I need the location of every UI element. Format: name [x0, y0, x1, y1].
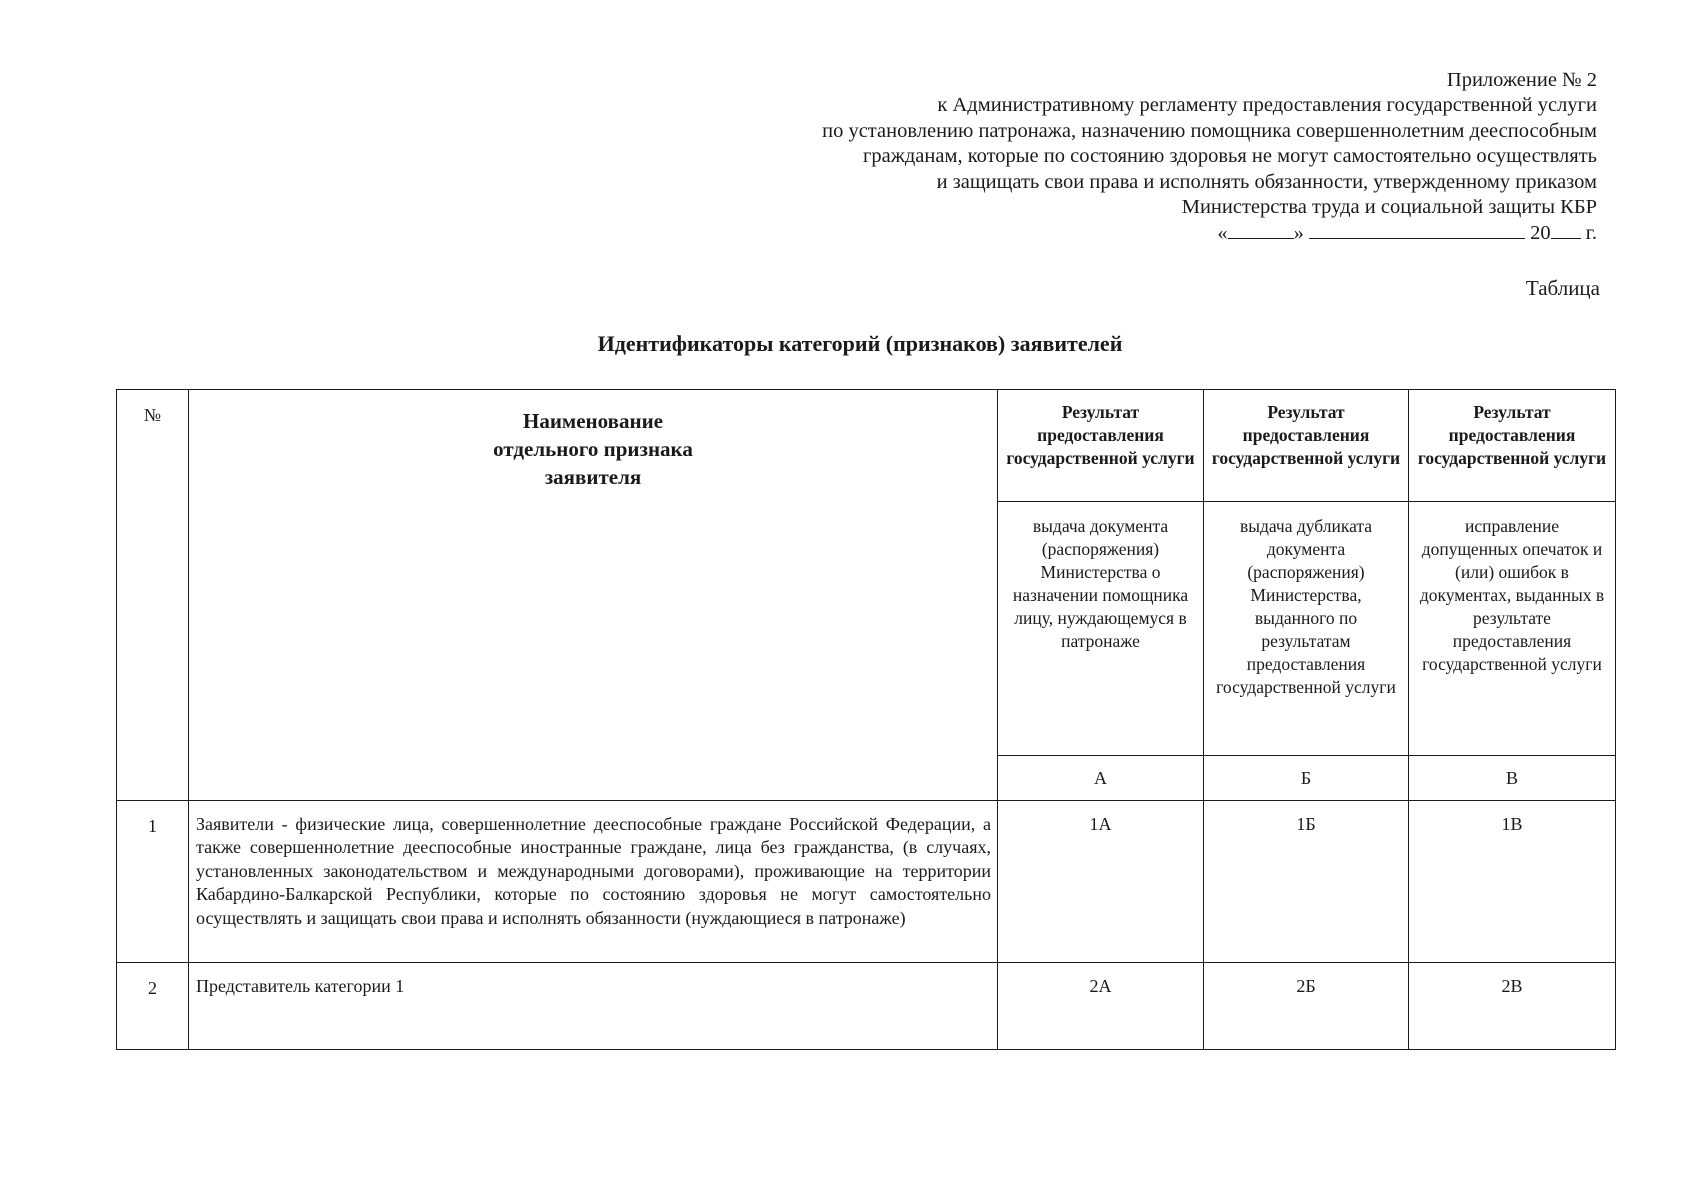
category-code: 1Б	[1204, 801, 1409, 963]
appendix-line: Министерства труда и социальной защиты КБР	[1181, 196, 1597, 219]
category-description: Заявители - физические лица, совершеннолетние дееспособные граждане Российской Федерации, а также совершеннолетние дееспособные иностранные граждане, лица без гражданства, (в случаях, установленных законодательством и международными договорами), проживающие на территории Кабардино-Балкарской Республики, которые по состоянию здоровья не могут самостоятельно осуществлять и защищать свои права и исполнять обязанности (нуждающиеся в патронаже)	[189, 801, 998, 963]
category-code: 1В	[1409, 801, 1616, 963]
date-day-blank	[1228, 220, 1294, 239]
row-number: 2	[117, 963, 189, 1050]
appendix-line: гражданам, которые по состоянию здоровья не могут самостоятельно осуществлять	[862, 145, 1597, 168]
name-header-line: Наименование	[523, 409, 663, 433]
name-column-header	[189, 390, 998, 801]
category-description: Представитель категории 1	[189, 963, 998, 1050]
category-code: 2А	[998, 963, 1204, 1050]
appendix-line: и защищать свои права и исполнять обязанности, утвержденному приказом	[936, 170, 1597, 193]
result-letter-b: Б	[1204, 756, 1409, 801]
date-year-prefix: 20	[1530, 222, 1551, 245]
date-month-blank	[1309, 220, 1525, 239]
categories-table	[116, 389, 1616, 1050]
result-letter-c: В	[1409, 756, 1616, 801]
category-code: 1А	[998, 801, 1204, 963]
category-code: 2Б	[1204, 963, 1409, 1050]
date-year-blank	[1551, 220, 1581, 239]
table-row	[117, 801, 1616, 963]
document-title: Идентификаторы категорий (признаков) заявителей	[597, 331, 1123, 356]
name-header-line: отдельного признака	[493, 437, 693, 461]
date-open-quote: «	[1217, 222, 1228, 245]
result-header-b: Результат предоставления государственной услуги	[1204, 390, 1409, 502]
result-description-c: исправление допущенных опечаток и (или) ошибок в документах, выданных в результате предоставления государственной услуги	[1409, 502, 1616, 756]
table-label: Таблица	[1525, 276, 1600, 300]
result-header-a: Результат предоставления государственной услуги	[998, 390, 1204, 502]
result-description-b: выдача дубликата документа (распоряжения) Министерства, выданного по результатам предоставления государственной услуги	[1204, 502, 1409, 756]
number-column-header: №	[117, 390, 189, 801]
appendix-line: к Административному регламенту предоставления государственной услуги	[937, 94, 1597, 117]
appendix-number: Приложение № 2	[1446, 69, 1597, 91]
appendix-line: по установлению патронажа, назначению помощника совершеннолетним дееспособным	[822, 119, 1597, 142]
result-description-a: выдача документа (распоряжения) Министерства о назначении помощника лицу, нуждающемуся в патронаже	[998, 502, 1204, 756]
approval-date-line	[697, 220, 1597, 246]
table-row	[117, 963, 1616, 1050]
table-header-row	[117, 390, 1616, 502]
appendix-header	[697, 68, 1597, 247]
date-close-quote: »	[1293, 222, 1304, 245]
category-code: 2В	[1409, 963, 1616, 1050]
row-number: 1	[117, 801, 189, 963]
name-header-line: заявителя	[544, 465, 642, 489]
date-year-suffix: г.	[1585, 222, 1597, 245]
result-letter-a: А	[998, 756, 1204, 801]
result-header-c: Результат предоставления государственной услуги	[1409, 390, 1616, 502]
